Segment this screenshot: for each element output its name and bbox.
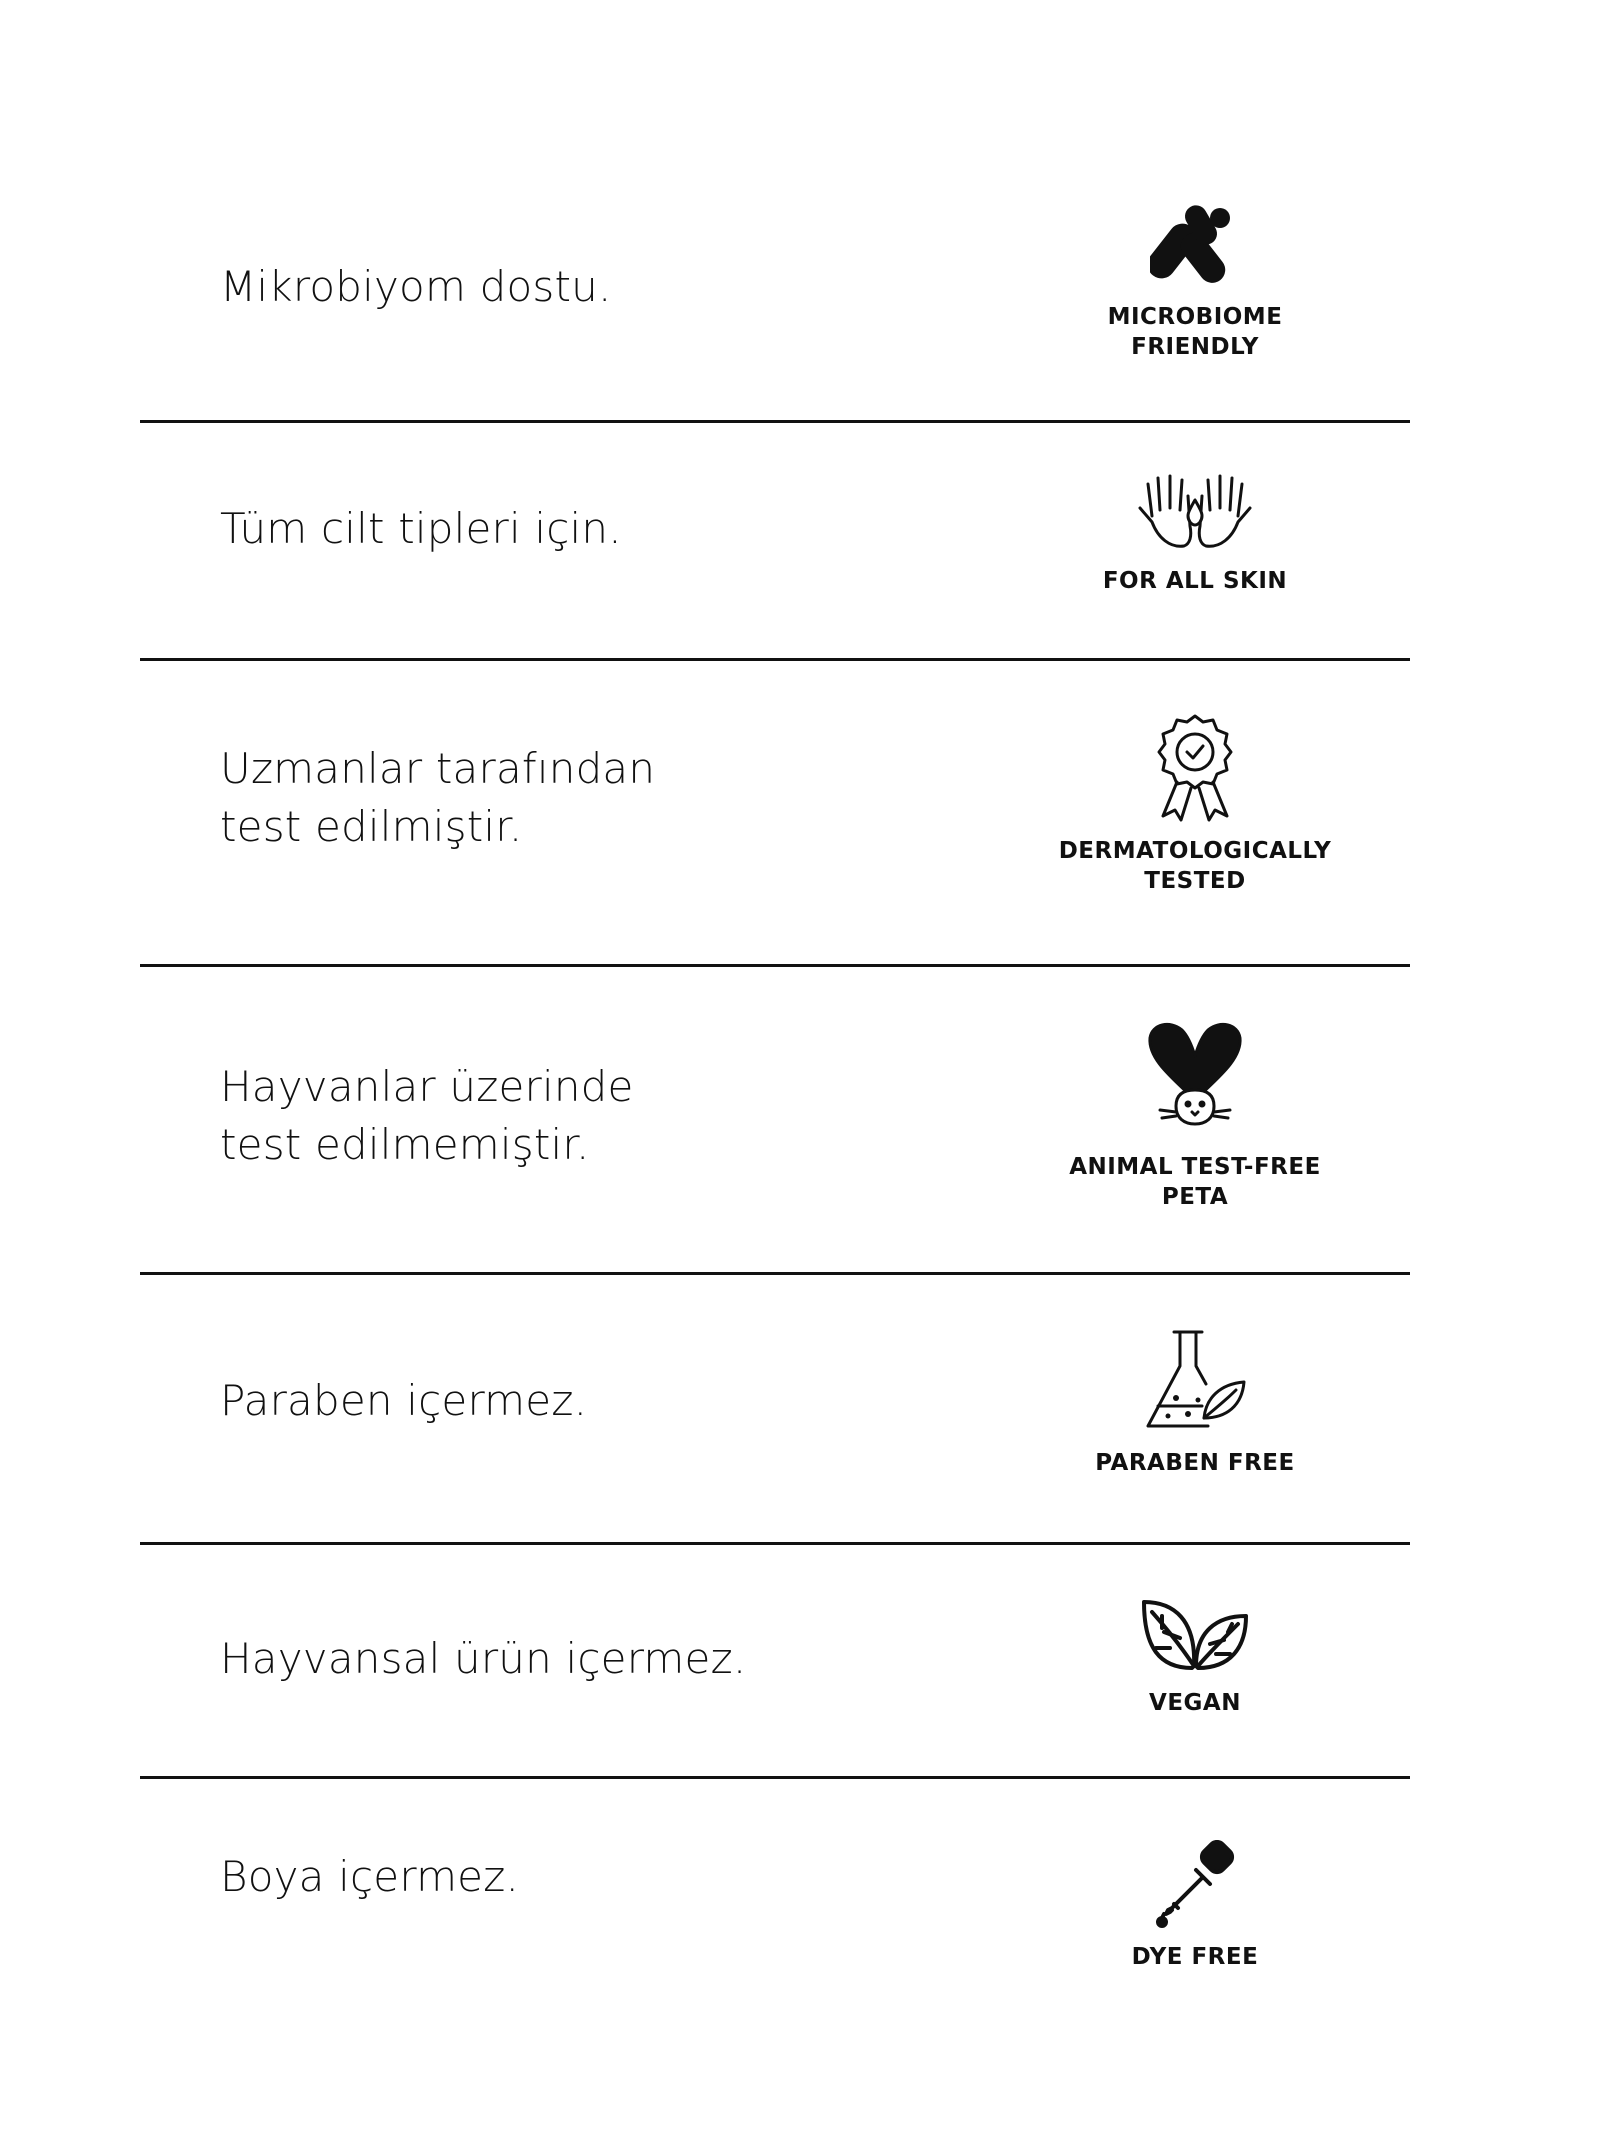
badge-dye-free [1035,1840,1355,1972]
feature-text: Mikrobiyom dostu. [220,262,612,311]
feature-text: Tüm cilt tipleri için. [220,504,622,553]
badge-dermatologically-tested [1035,712,1355,896]
badge-label: DYE FREE [1131,1944,1259,1970]
hands-drop-icon [1130,470,1260,554]
badge-label: VEGAN [1149,1690,1241,1716]
badge-vegan [1035,1596,1355,1718]
feature-text: Hayvansal ürün içermez. [220,1634,747,1683]
divider [140,964,1410,967]
badge-label: ANIMAL TEST-FREE PETA [1069,1154,1321,1210]
badge-paraben-free [1035,1326,1355,1478]
feature-text: Uzmanlar tarafından test edilmiştir. [220,744,656,851]
feature-text: Paraben içermez. [220,1376,588,1425]
divider [140,1542,1410,1545]
flask-leaf-icon [1140,1326,1250,1436]
badge-animal-test-free [1035,1020,1355,1212]
divider [140,1272,1410,1275]
badge-label: DERMATOLOGICALLY TESTED [1058,838,1332,894]
divider [140,420,1410,423]
divider [140,658,1410,661]
badge-microbiome-friendly [1035,200,1355,362]
award-ribbon-icon [1153,712,1237,824]
feature-text: Boya içermez. [220,1852,520,1901]
badge-label: MICROBIOME FRIENDLY [1107,304,1283,360]
microbiome-icon [1150,200,1240,290]
bunny-heart-icon [1140,1020,1250,1140]
dropper-icon [1150,1840,1240,1930]
leaves-icon [1140,1596,1250,1676]
feature-text: Hayvanlar üzerinde test edilmemiştir. [220,1062,634,1169]
badge-label: PARABEN FREE [1095,1450,1295,1476]
badge-for-all-skin [1035,470,1355,596]
divider [140,1776,1410,1779]
badge-label: FOR ALL SKIN [1102,568,1288,594]
